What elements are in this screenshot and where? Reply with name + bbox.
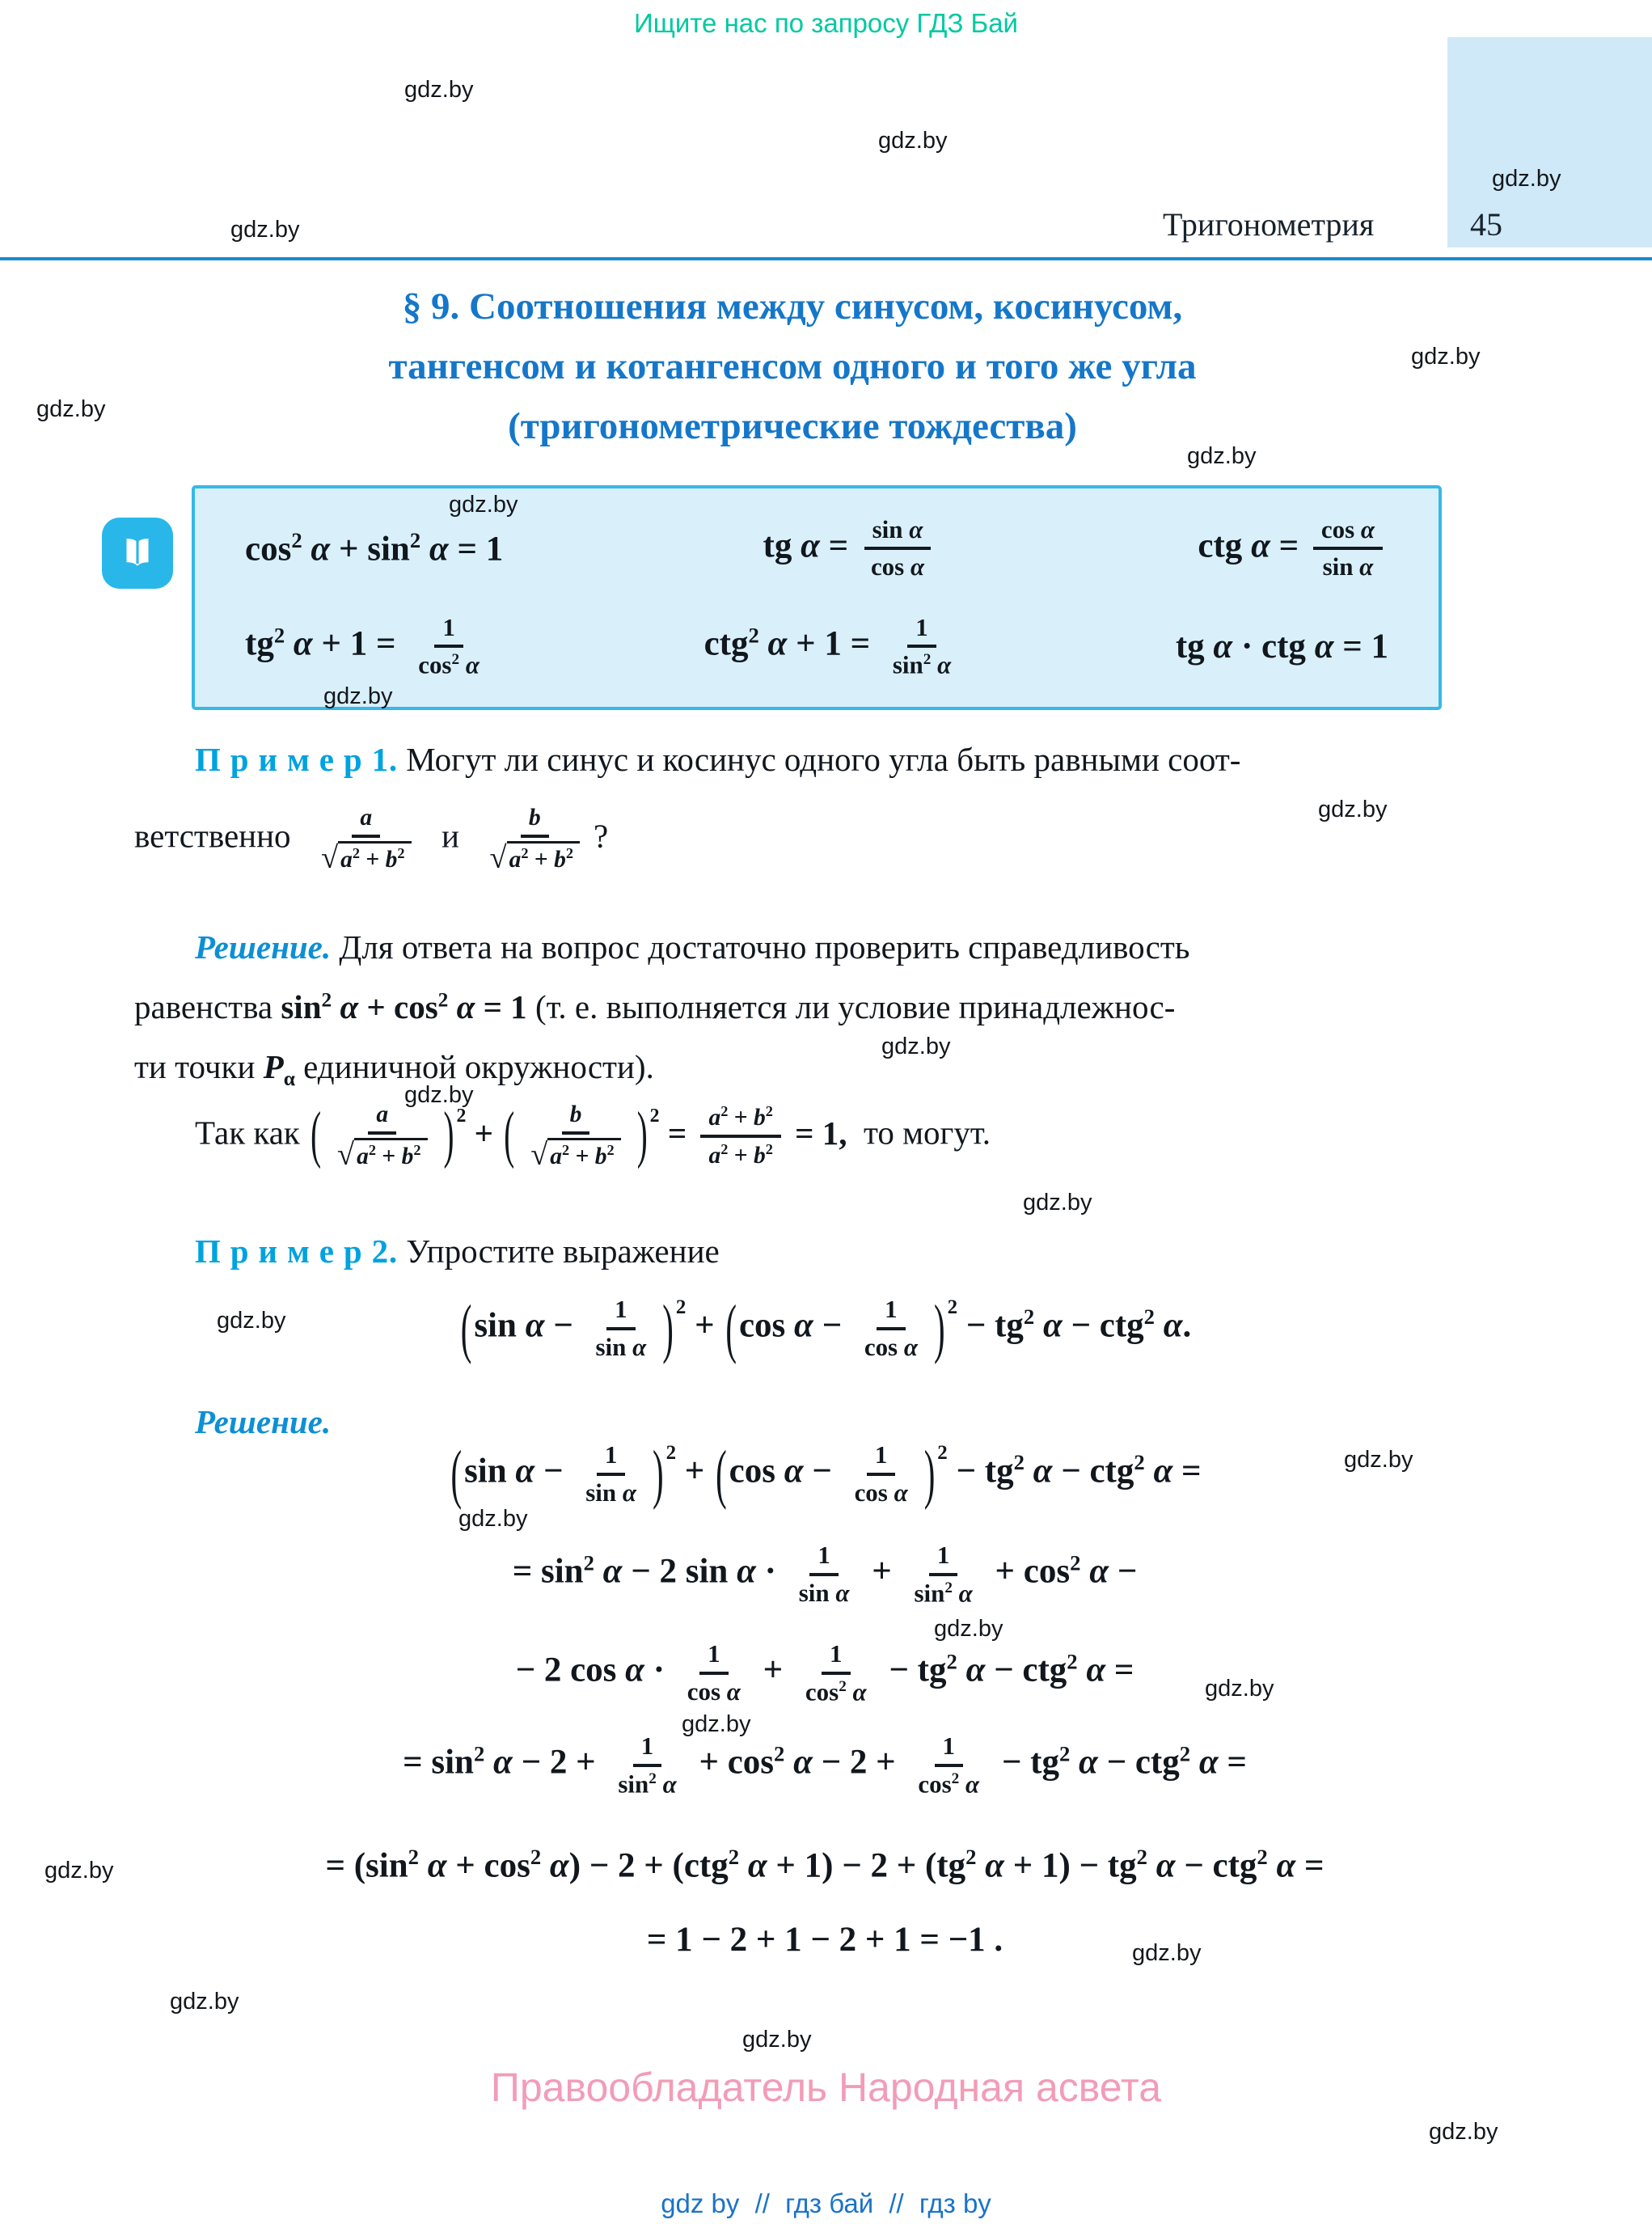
section-title <box>32 277 1553 456</box>
derivation-step-4: = $\sin^2 \alpha - 2$ + $\frac{1}{\sin^2 \alpha}$ + $\cos^2 \alpha - 2$ + $\frac{1}{\cos^2 \alpha}$ − $tg^2$ α − ctg$^2$ α = <box>403 1731 1247 1798</box>
watermark: gdz.by <box>682 1711 751 1737</box>
book-icon <box>102 518 173 589</box>
watermark: gdz.by <box>934 1616 1003 1642</box>
section-title-line3: (тригонометрические тождества) <box>508 405 1077 447</box>
watermark: gdz.by <box>881 1034 951 1059</box>
watermark: gdz.by <box>170 1989 239 2015</box>
watermark: gdz.by <box>36 396 106 422</box>
identity-tangent: tg α = $\frac{\text{sin α}}{\text{cos α}}$ <box>763 516 939 581</box>
watermark: gdz.by <box>1411 344 1481 370</box>
derivation-step-6: = 1 − 2 + 1 − 2 + 1 = −1 . <box>646 1921 1003 1959</box>
section-title-line2: тангенсом и котангенсом одного и того же угла <box>388 345 1197 387</box>
footer-link-1[interactable]: gdz by <box>661 2188 740 2218</box>
watermark: gdz.by <box>1429 2119 1498 2145</box>
solution2-label-line <box>195 1402 331 1443</box>
watermark: gdz.by <box>1344 1447 1413 1473</box>
example2-line1 <box>195 1231 720 1272</box>
example1-line1 <box>195 739 1240 780</box>
page-number: 45 <box>1470 206 1502 243</box>
solution1-line3: ти точки $P_\alpha$ единичной окружности). <box>134 1048 654 1091</box>
formula-box-row2 <box>245 614 1388 680</box>
example1-text: Могут ли синус и косинус одного угла быть равными соот- <box>406 741 1241 778</box>
watermark: gdz.by <box>1205 1676 1274 1702</box>
promo-banner: Ищите нас по запросу ГДЗ Бай <box>634 8 1018 38</box>
identity-cotangent: ctg α = $\frac{\text{cos α}}{\text{sin α}}$ <box>1198 516 1388 581</box>
watermark: gdz.by <box>404 77 474 103</box>
watermark: gdz.by <box>1492 166 1561 192</box>
solution1-text: Для ответа на вопрос достаточно проверить справедливость <box>339 928 1190 966</box>
watermark: gdz.by <box>44 1858 114 1884</box>
formula-box <box>192 485 1442 710</box>
footer-link-separator: // <box>754 2188 770 2218</box>
footer-link-bar <box>0 2188 1652 2219</box>
formula-box-row1 <box>245 516 1388 581</box>
watermark: gdz.by <box>404 1082 474 1108</box>
example2-text: Упростите выражение <box>406 1233 720 1270</box>
chapter-title: Тригонометрия <box>1163 206 1375 243</box>
watermark: gdz.by <box>458 1506 528 1532</box>
section-title-line1: § 9. Соотношения между синусом, косинусом, <box>402 285 1183 328</box>
watermark: gdz.by <box>230 217 300 243</box>
watermark: gdz.by <box>742 2027 812 2053</box>
watermark: gdz.by <box>1318 797 1388 822</box>
footer-link-separator: // <box>889 2188 904 2218</box>
identity-tg-ctg-product: tg α · ctg α = 1 <box>1175 627 1388 666</box>
footer-link-2[interactable]: гдз бай <box>785 2188 874 2218</box>
watermark: gdz.by <box>878 128 948 154</box>
solution1-conclusion: Так как ( a √ $a^2 + b^2$ ) $^2$ + ( b √ $a^2 + b^2$ ) $^2$ = $\frac{a^2 + b^2}{a^2 + b^2}$ = 1, то могут. <box>195 1100 991 1173</box>
derivation-step-3: − 2 cos α · $\frac{1}{\text{cos α}}$ + $\frac{1}{\cos^2 \alpha}$ − $tg^2$ α − ctg$^2$ α = <box>515 1639 1134 1706</box>
watermark: gdz.by <box>449 492 518 518</box>
example2-expression: (sin α − $\frac{1}{\text{sin α}}$ ) $^2$ + (cos α − $\frac{1}{\text{cos α}}$ ) $^2 - tg^2$ α − ctg$^2$ α. <box>460 1292 1192 1365</box>
identity-sec: $tg^2$ α + 1 = $\frac{1}{\cos^2 \alpha}$ <box>245 612 480 679</box>
identity-pythagorean: $\cos^2 \alpha + \sin^2 \alpha = 1$ <box>245 528 504 569</box>
footer-link-3[interactable]: гдз by <box>919 2188 991 2218</box>
derivation-step-1: (sin α − $\frac{1}{\text{sin α}}$ ) $^2$ + (cos α − $\frac{1}{\text{cos α}}$ ) $^2 - tg^2$ α − ctg$^2$ α = <box>450 1437 1202 1511</box>
solution1-line2: равенства $\sin^2 \alpha + \cos^2 \alpha = 1$ (т. е. выполняется ли условие принадлежнос- <box>134 988 1176 1025</box>
example1-fractions-line: ветственно a √ $a^2 + b^2$ и b √ $a^2 + b^2$ ? <box>134 805 609 876</box>
solution1-label: Решение. <box>195 928 332 966</box>
header-rule <box>0 257 1652 260</box>
copyright-footer: Правообладатель Народная асвета <box>490 2065 1162 2110</box>
derivation-step-2: = $\sin^2 \alpha - 2$ sin α · $\frac{1}{\text{sin α}}$ + $\frac{1}{\sin^2 \alpha}$ + $\cos^2 \alpha$ − <box>512 1541 1138 1607</box>
example2-label: П р и м е р 2. <box>195 1233 398 1270</box>
identity-cosec: ctg$^2$ α + 1 = $\frac{1}{\sin^2 \alpha}$ <box>703 612 952 679</box>
book-icon-glyph <box>116 531 159 575</box>
derivation-step-5: = ($\sin^2$ $\alpha + \cos^2 \alpha) - 2 + (ctg^2$ $\alpha + 1) - 2 + (tg^2$ $\alpha + 1) - tg^2$ α − ctg$^2$ α = <box>325 1845 1325 1885</box>
solution2-label: Решение. <box>195 1403 332 1440</box>
watermark: gdz.by <box>1023 1190 1092 1216</box>
watermark: gdz.by <box>1132 1940 1202 1966</box>
solution1-line1 <box>195 927 1189 968</box>
watermark: gdz.by <box>323 683 393 709</box>
watermark: gdz.by <box>217 1308 286 1334</box>
example1-label: П р и м е р 1. <box>195 741 398 778</box>
watermark: gdz.by <box>1187 443 1257 469</box>
